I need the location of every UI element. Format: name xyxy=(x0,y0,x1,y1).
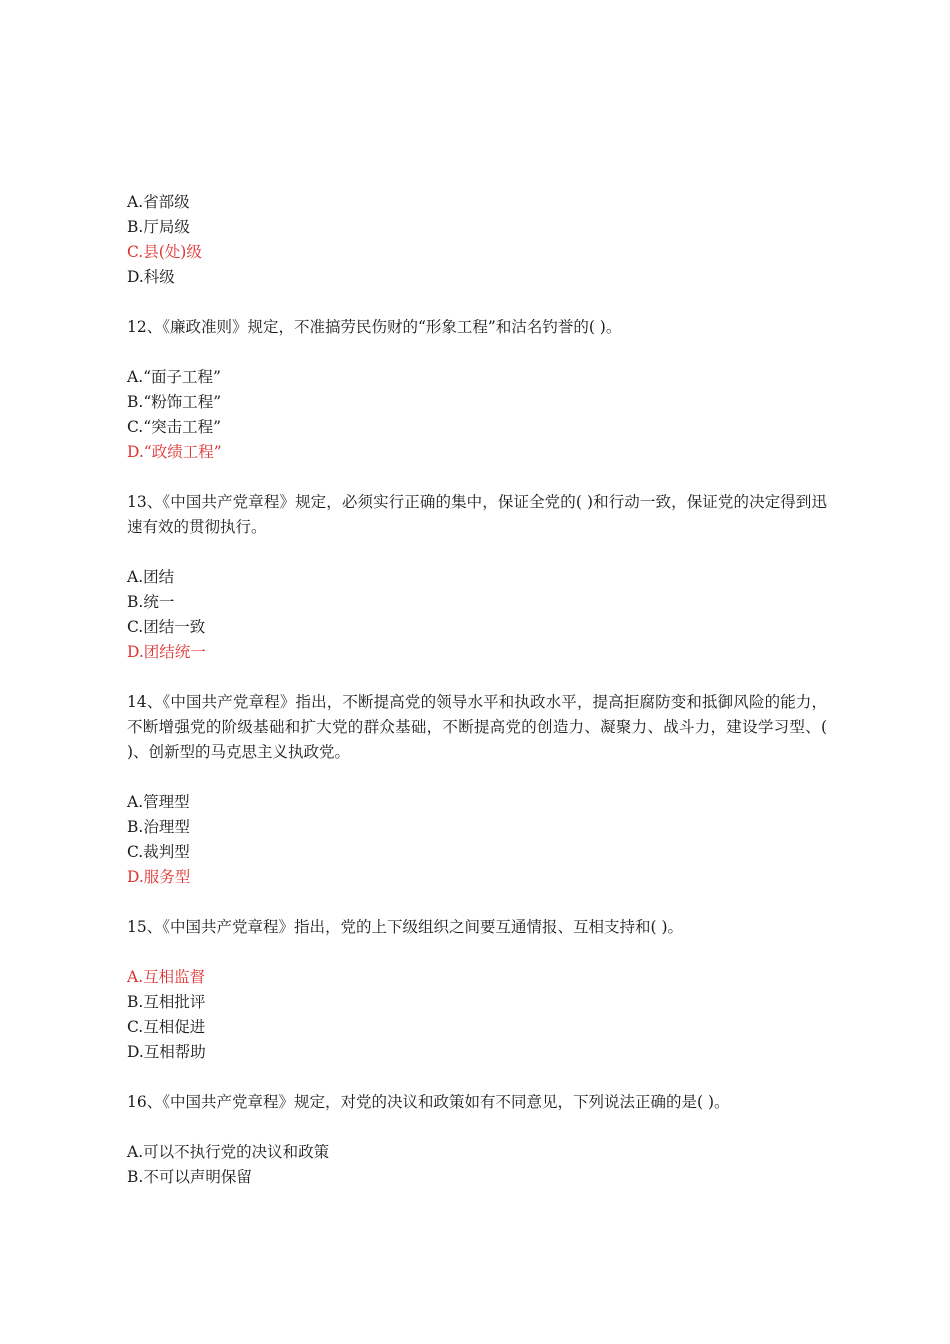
question-13-text: 13、《中国共产党章程》规定，必须实行正确的集中，保证全党的( )和行动一致，保证党的决定得到迅速有效的贯彻执行。 xyxy=(127,493,827,536)
document-page xyxy=(127,190,827,1190)
option-14-d-correct: D.服务型 xyxy=(127,868,191,886)
option-12-c: C.“突击工程” xyxy=(127,418,222,436)
question-15-text: 15、《中国共产党章程》指出，党的上下级组织之间要互通情报、互相支持和( )。 xyxy=(127,918,683,936)
option-12-a: A.“面子工程” xyxy=(127,368,221,386)
question-14 xyxy=(127,690,827,890)
option-11-c-correct: C.县(处)级 xyxy=(127,243,202,261)
option-12-d-correct: D.“政绩工程” xyxy=(127,443,222,461)
option-16-b: B.不可以声明保留 xyxy=(127,1168,252,1186)
option-11-d: D.科级 xyxy=(127,268,175,286)
option-11-b: B.厅局级 xyxy=(127,218,190,236)
option-14-b: B.治理型 xyxy=(127,818,190,836)
option-13-d-correct: D.团结统一 xyxy=(127,643,206,661)
option-13-b: B.统一 xyxy=(127,593,175,611)
option-12-b: B.“粉饰工程” xyxy=(127,393,222,411)
option-14-a: A.管理型 xyxy=(127,793,190,811)
option-15-b: B.互相批评 xyxy=(127,993,206,1011)
question-14-text: 14、《中国共产党章程》指出，不断提高党的领导水平和执政水平，提高拒腐防变和抵御风险的能力，不断增强党的阶级基础和扩大党的群众基础，不断提高党的创造力、凝聚力、战斗力，建设学习型、( )、创新型的马克思主义执政党。 xyxy=(127,693,827,761)
option-16-a: A.可以不执行党的决议和政策 xyxy=(127,1143,330,1161)
question-15 xyxy=(127,915,827,1065)
question-13 xyxy=(127,490,827,665)
option-15-a-correct: A.互相监督 xyxy=(127,968,206,986)
question-12 xyxy=(127,315,827,465)
option-13-a: A.团结 xyxy=(127,568,175,586)
question-11-options xyxy=(127,190,827,290)
question-16 xyxy=(127,1090,827,1190)
question-12-text: 12、《廉政准则》规定，不准搞劳民伤财的“形象工程”和沽名钓誉的( )。 xyxy=(127,318,622,336)
option-15-c: C.互相促进 xyxy=(127,1018,206,1036)
option-14-c: C.裁判型 xyxy=(127,843,190,861)
option-11-a: A.省部级 xyxy=(127,193,190,211)
question-16-text: 16、《中国共产党章程》规定，对党的决议和政策如有不同意见，下列说法正确的是( )。 xyxy=(127,1093,730,1111)
option-13-c: C.团结一致 xyxy=(127,618,206,636)
option-15-d: D.互相帮助 xyxy=(127,1043,206,1061)
